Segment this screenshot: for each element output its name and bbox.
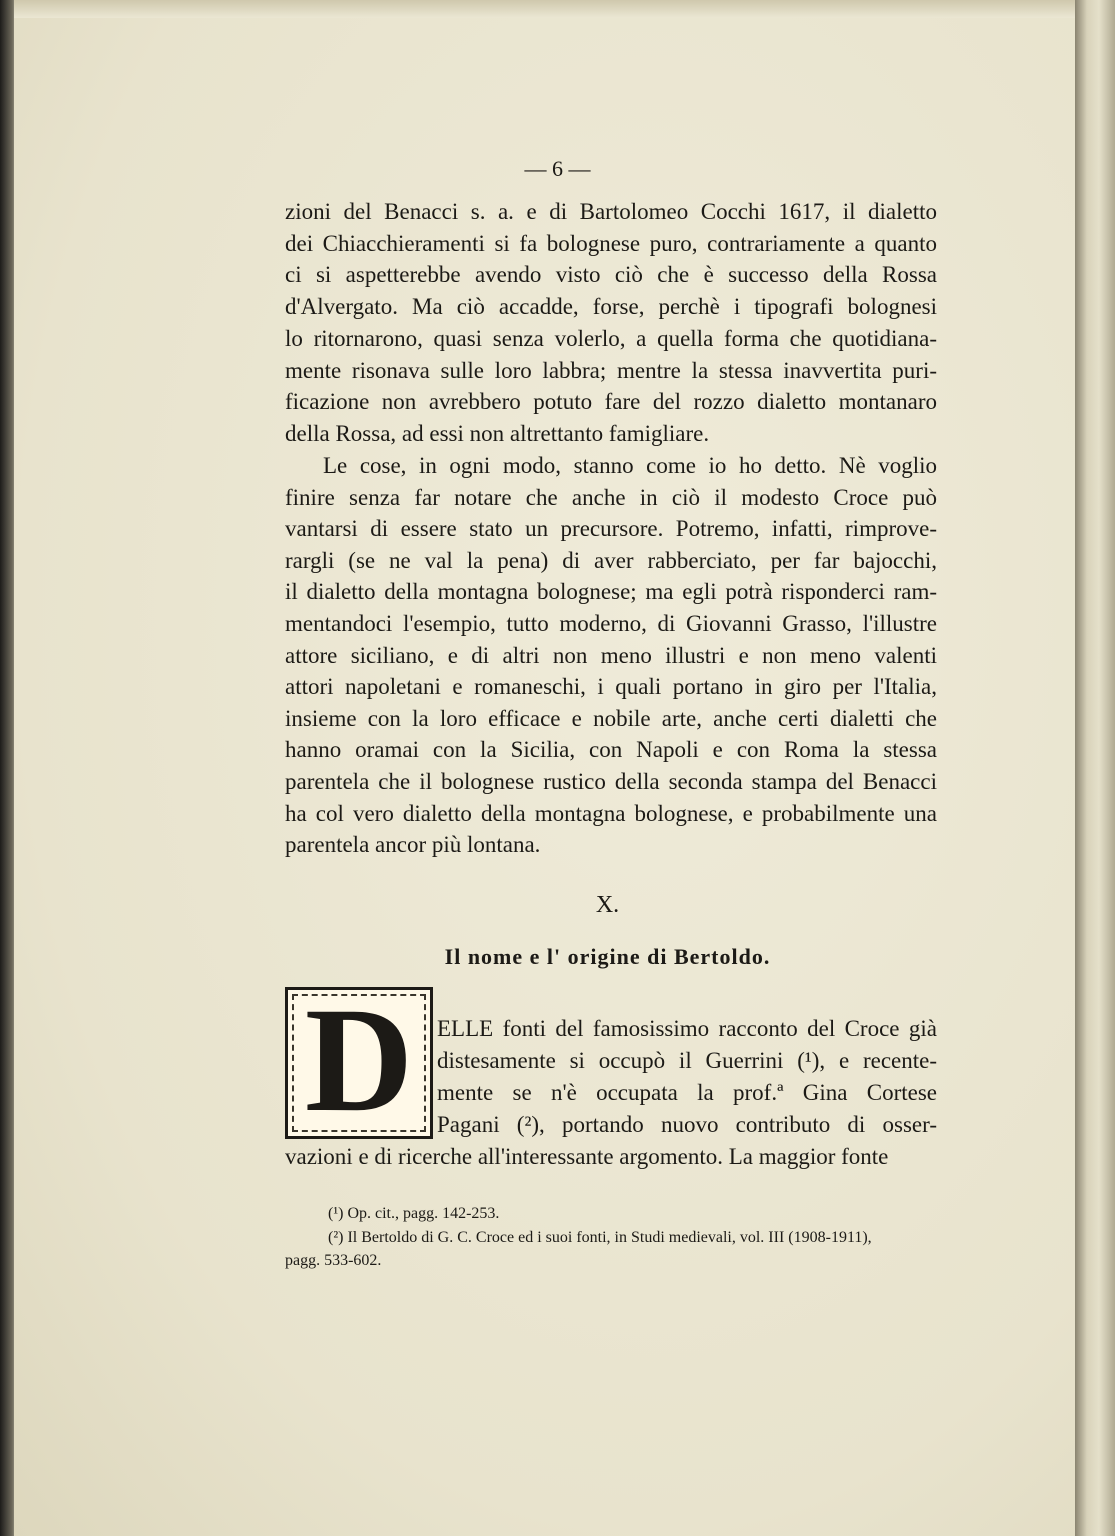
text-line: parentela che il bolognese rustico della seconda stampa del Benacci xyxy=(285,769,937,794)
text-line: della Rossa, ad essi non altrettanto famigliare. xyxy=(285,420,710,446)
text-line: vazioni e di ricerche all'interessante argomento. La maggior fonte xyxy=(285,1144,889,1169)
section-title: Il nome e l' origine di Bertoldo. xyxy=(444,944,771,969)
footnote-1: (¹) Op. cit., pagg. 142-253. xyxy=(328,1205,500,1222)
text-line: ha col vero dialetto della montagna bolognese, e probabilmente una xyxy=(285,800,937,826)
text-line: rargli (se ne val la pena) di aver rabberciato, per far bajocchi, xyxy=(285,547,937,573)
footnote-2: (²) Il Bertoldo di G. C. Croce ed i suoi fonti, in Studi medievali, vol. III (1908-1911), xyxy=(328,1229,872,1246)
text-line: d'Alvergato. Ma ciò accadde, forse, perchè i tipografi bolognesi xyxy=(285,294,937,320)
footnote-2-cont: pagg. 533-602. xyxy=(285,1252,382,1269)
text-line: mente risonava sulle loro labbra; mentre la stessa inavvertita puri- xyxy=(285,357,937,383)
section-number: X. xyxy=(595,892,620,918)
text-line: attore siciliano, e di altri non meno illustri e non meno valenti xyxy=(285,642,937,668)
text-line: insieme con la loro efficace e nobile arte, anche certi dialetti che xyxy=(285,705,937,731)
page-number: — 6 — xyxy=(524,156,591,181)
facing-page-edge xyxy=(1075,0,1115,1536)
text-line: parentela ancor più lontana. xyxy=(285,832,541,858)
text-line: finire senza far notare che anche in ciò il modesto Croce può xyxy=(285,484,937,510)
text-line: mentandoci l'esempio, tutto moderno, di Giovanni Grasso, l'illustre xyxy=(285,611,937,636)
scan-top-edge xyxy=(14,0,1075,18)
text-line: attori napoletani e romaneschi, i quali portano in giro per l'Italia, xyxy=(285,674,937,700)
drop-cap-ornament xyxy=(285,977,433,1143)
drop-cap-letter: D xyxy=(304,977,414,1143)
text-line: mente se n'è occupata la prof.ª Gina Cortese xyxy=(437,1080,937,1105)
text-line: ci si aspetterebbe avendo visto ciò che è successo della Rossa xyxy=(285,262,937,288)
text-line: vantarsi di essere stato un precursore. Potremo, infatti, rimprove- xyxy=(285,516,937,542)
text-line: dei Chiacchieramenti si fa bolognese puro, contrariamente a quanto xyxy=(285,230,937,256)
text-line: zioni del Benacci s. a. e di Bartolomeo Cocchi 1617, il dialetto xyxy=(285,199,937,224)
text-line: Pagani (²), portando nuovo contributo di osser- xyxy=(437,1112,937,1137)
text-line: ELLE fonti del famosissimo racconto del Croce già xyxy=(437,1016,937,1041)
text-line: hanno oramai con la Sicilia, con Napoli e con Roma la stessa xyxy=(285,737,937,763)
text-line: ficazione non avrebbero potuto fare del rozzo dialetto montanaro xyxy=(285,389,937,415)
text-line: lo ritornarono, quasi senza volerlo, a quella forma che quotidiana- xyxy=(285,325,937,351)
text-line: Le cose, in ogni modo, stanno come io ho detto. Nè voglio xyxy=(323,453,937,478)
text-line: il dialetto della montagna bolognese; ma egli potrà risponderci ram- xyxy=(285,579,937,605)
text-line: distesamente si occupò il Guerrini (¹), e recente- xyxy=(437,1048,937,1073)
